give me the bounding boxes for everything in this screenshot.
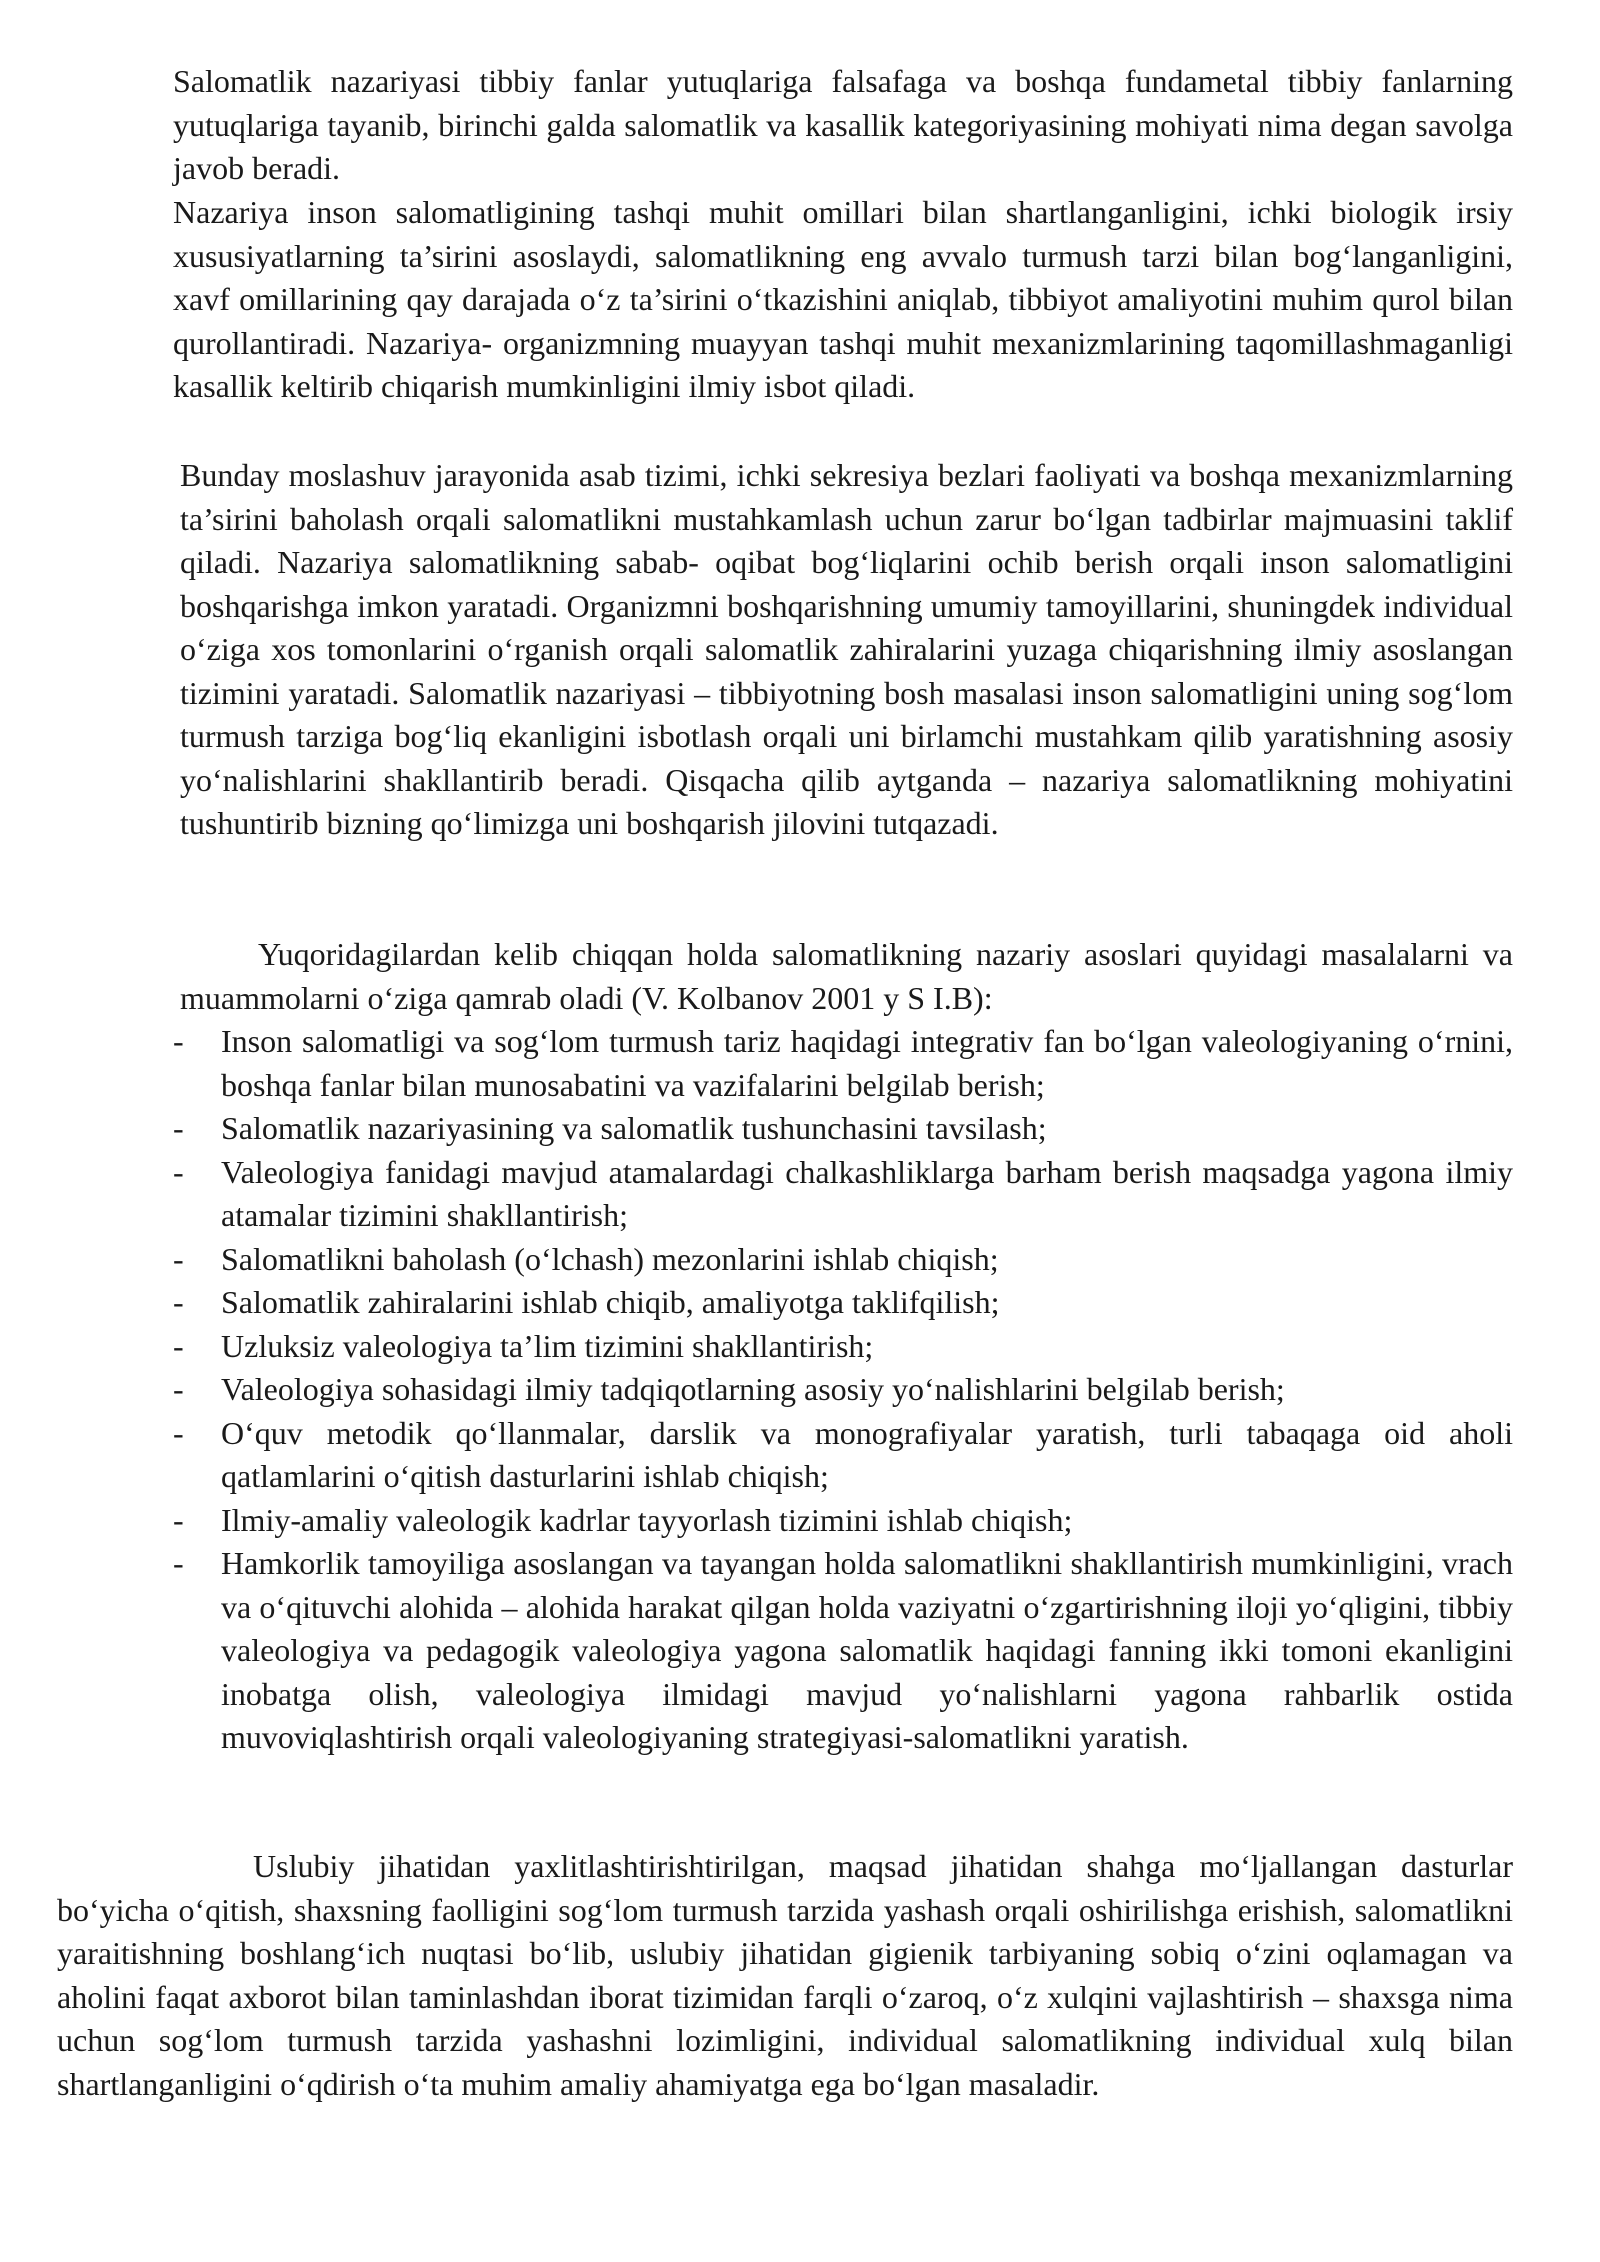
paragraph-conclusion: Uslubiy jihatidan yaxlitlashtirishtirilgan, maqsad jihatidan shahga mo‘ljallangan dasturlar bo‘yicha o‘qitish, shaxsning faolligini sog‘lom turmush tarzida yashash orqali oshirilishga erishish, salomatlikni yaraitishning boshlang‘ich nuqtasi bo‘lib, uslubiy jihatidan gigienik tarbiyaning sobiq o‘zini oqlamagan va aholini faqat axborot bilan taminlashdan iborat tizimidan farqli o‘zaroq, o‘z xulqini vajlashtirish – shaxsga nima uchun sog‘lom turmush tarzida yashashni lozimligini, individual salomatlikning individual xulq bilan shartlanganligini o‘qdirish o‘ta muhim amaliy ahamiyatga ega bo‘lgan masaladir.	[57, 1848, 1513, 2102]
list-dash: -	[173, 1414, 184, 1451]
list-dash: -	[173, 1327, 184, 1364]
list-item	[173, 1542, 1513, 1760]
list-dash: -	[173, 1153, 184, 1190]
list-dash: -	[173, 1545, 184, 1581]
list-item	[173, 1499, 1513, 1543]
list-item	[173, 1368, 1513, 1412]
list-dash: -	[173, 1240, 184, 1277]
paragraph-theory: Nazariya inson salomatligining tashqi muhit omillari bilan shartlanganligini, ichki biologik irsiy xususiyatlarning ta’sirini asoslaydi, salomatlikning eng avvalo turmush tarzi bilan bog‘langanligini, xavf omillarining qay darajada o‘z ta’sirini o‘tkazishini aniqlab, tibbiyot amaliyotini muhim qurol bilan qurollantiradi. Nazariya- organizmning muayyan tashqi muhit mexanizmlarining taqomillashmaganligi kasallik keltirib chiqarish mumkinligini ilmiy isbot qiladi.	[173, 194, 1513, 404]
list-item-text: Ilmiy-amaliy valeologik kadrlar tayyorlash tizimini ishlab chiqish;	[221, 1501, 1073, 1538]
list-item-text: Salomatlik nazariyasining va salomatlik tushunchasini tavsilash;	[221, 1110, 1047, 1146]
list-dash: -	[173, 1023, 184, 1059]
list-dash: -	[173, 1284, 184, 1320]
paragraph-list-intro: Yuqoridagilardan kelib chiqqan holda salomatlikning nazariy asoslari quyidagi masalalarni va muammolarni o‘ziga qamrab oladi (V. Kolbanov 2001 y S I.B):	[180, 936, 1513, 1016]
list-item	[173, 1151, 1513, 1238]
list-item-text: Valeologiya fanidagi mavjud atamalardagi chalkashliklarga barham berish maqsadga yagona ilmiy atamalar tizimini shakllantirish;	[221, 1153, 1513, 1233]
paragraph-intro: Salomatlik nazariyasi tibbiy fanlar yutuqlariga falsafaga va boshqa fundametal tibbiy fanlarning yutuqlariga tayanib, birinchi galda salomatlik va kasallik kategoriyasining mohiyati nima degan savolga javob beradi.	[173, 63, 1513, 186]
list-item	[173, 1412, 1513, 1499]
list-item	[173, 1238, 1513, 1282]
paragraph-adaptation: Bunday moslashuv jarayonida asab tizimi, ichki sekresiya bezlari faoliyati va boshqa mexanizmlarning ta’sirini baholash orqali salomatlikni mustahkamlash uchun zarur bo‘lgan tadbirlar majmuasini taklif qiladi. Nazariya salomatlikning sabab- oqibat bog‘liqlarini ochib berish orqali inson salomatligini boshqarishga imkon yaratadi. Organizmni boshqarishning umumiy tamoyillarini, shuningdek individual o‘ziga xos tomonlarini o‘rganish orqali salomatlik zahiralarini yuzaga chiqarishning ilmiy asoslangan tizimini yaratadi. Salomatlik nazariyasi – tibbiyotning bosh masalasi inson salomatligini uning sog‘lom turmush tarziga bog‘liq ekanligini isbotlash orqali uni birlamchi mustahkam qilib yaratishning asosiy yo‘nalishlarini shakllantirib beradi. Qisqacha qilib aytganda – nazariya salomatlikning mohiyatini tushuntirib bizning qo‘limizga uni boshqarish jilovini tutqazadi.	[180, 457, 1513, 841]
list-item	[173, 1281, 1513, 1325]
list-item-text: Salomatlikni baholash (o‘lchash) mezonlarini ishlab chiqish;	[221, 1240, 999, 1277]
tasks-list	[173, 1020, 1513, 1760]
list-item-text: Uzluksiz valeologiya ta’lim tizimini shakllantirish;	[221, 1327, 874, 1364]
list-item-text: Salomatlik zahiralarini ishlab chiqib, amaliyotga taklifqilish;	[221, 1284, 1000, 1320]
list-dash: -	[173, 1371, 184, 1407]
list-item	[173, 1107, 1513, 1151]
list-item	[173, 1020, 1513, 1107]
list-dash: -	[173, 1501, 184, 1538]
list-item-text: O‘quv metodik qo‘llanmalar, darslik va monografiyalar yaratish, turli tabaqaga oid aholi qatlamlarini o‘qitish dasturlarini ishlab chiqish;	[221, 1414, 1513, 1494]
list-item	[173, 1325, 1513, 1369]
list-dash: -	[173, 1110, 184, 1146]
list-item-text: Valeologiya sohasidagi ilmiy tadqiqotlarning asosiy yo‘nalishlarini belgilab berish;	[221, 1371, 1285, 1407]
list-item-text: Hamkorlik tamoyiliga asoslangan va tayangan holda salomatlikni shakllantirish mumkinligini, vrach va o‘qituvchi alohida – alohida harakat qilgan holda vaziyatni o‘zgartirishning iloji yo‘qligini, tibbiy valeologiya va pedagogik valeologiya yagona salomatlik haqidagi fanning ikki tomoni ekanligini inobatga olish, valeologiya ilmidagi mavjud yo‘nalishlarni yagona rahbarlik ostida muvoviqlashtirish orqali valeologiyaning strategiyasi-salomatlikni yaratish.	[221, 1545, 1513, 1755]
list-item-text: Inson salomatligi va sog‘lom turmush tariz haqidagi integrativ fan bo‘lgan valeologiyaning o‘rnini, boshqa fanlar bilan munosabatini va vazifalarini belgilab berish;	[221, 1023, 1513, 1103]
